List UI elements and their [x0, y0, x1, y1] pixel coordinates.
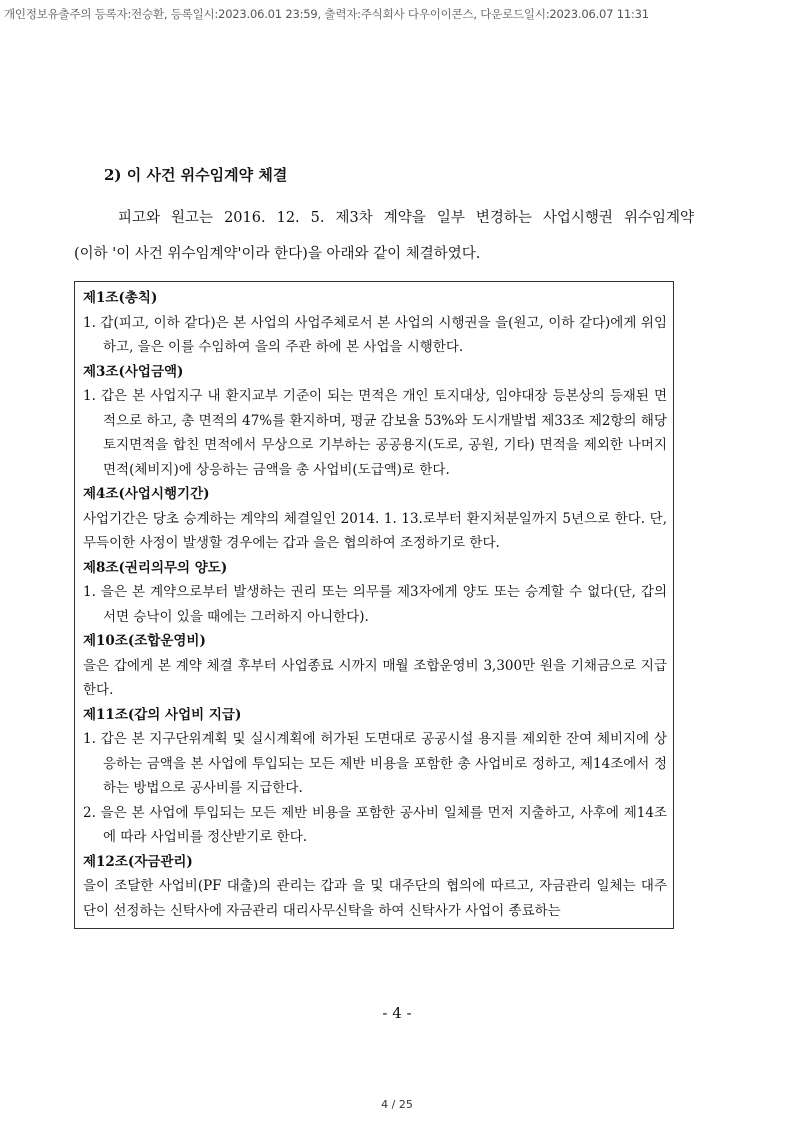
intro-paragraph — [74, 200, 694, 272]
article-title: 제8조(권리의무의 양도) — [83, 559, 228, 576]
article-paragraph: 을이 조달한 사업비(PF 대출)의 관리는 갑과 을 및 대주단의 협의에 따르고, 자금관리 일체는 대주단이 선정하는 신탁사에 자금관리 대리사무신탁을 하여 신탁사가 사업이 종료하는 — [83, 878, 667, 919]
article-paragraph: 1. 갑(피고, 이하 같다)은 본 사업의 사업주체로서 본 사업의 시행권을 을(원고, 이하 같다)에게 위임하고, 을은 이를 수임하여 을의 주관 하에 본 사업을 시행한다. — [83, 314, 667, 355]
article-title: 제12조(자금관리) — [83, 853, 193, 870]
article-title: 제3조(사업금액) — [83, 363, 184, 380]
page-number: - 4 - — [382, 1004, 412, 1022]
intro-line-1: 피고와 원고는 2016. 12. 5. 제3차 계약을 일부 변경하는 사업시행권 위수임계약 — [118, 210, 694, 226]
article-paragraph: 1. 을은 본 계약으로부터 발생하는 권리 또는 의무를 제3자에게 양도 또는 승계할 수 없다(단, 갑의 서면 승낙이 있을 때에는 그러하지 아니한다). — [83, 584, 667, 625]
article-paragraph: 사업기간은 당초 승계하는 계약의 체결일인 2014. 1. 13.로부터 환지처분일까지 5년으로 한다. 단, 무득이한 사정이 발생할 경우에는 갑과 을은 협의하여 조정하기로 한다. — [83, 510, 667, 551]
article-title: 제1조(총칙) — [83, 290, 158, 306]
article-title: 제10조(조합운영비) — [83, 633, 206, 649]
section-heading: 2) 이 사건 위수임계약 체결 — [104, 166, 288, 184]
article-paragraph: 1. 갑은 본 사업지구 내 환지교부 기준이 되는 면적은 개인 토지대상, 임야대장 등본상의 등재된 면적으로 하고, 총 면적의 47%를 환지하며, 평균 감보율 53%와 도시개발법 제33조 제2항의 해당 토지면적을 합친 면적에서 무상으로 기부하는 공공용지(도로, 공원, 기타) 면적을 제외한 나머지 면적(체비지)에 상응하는 금액을 총 사업비(도급액)로 한다. — [83, 388, 667, 478]
contract-clauses-box — [74, 281, 674, 929]
article-title: 제4조(사업시행기간) — [83, 486, 210, 502]
download-watermark-header: 개인정보유출주의 등록자:전승환, 등록일시:2023.06.01 23:59, 출력자:주식회사 다우이이콘스, 다운로드일시:2023.06.07 11:31 — [4, 7, 649, 21]
article-paragraph: 2. 을은 본 사업에 투입되는 모든 제반 비용을 포함한 공사비 일체를 먼저 지출하고, 사후에 제14조에 따라 사업비를 정산받기로 한다. — [83, 804, 667, 845]
article-title: 제11조(갑의 사업비 지급) — [83, 706, 242, 723]
intro-line-2: (이하 '이 사건 위수임계약'이라 한다)을 아래와 같이 체결하였다. — [74, 246, 481, 262]
article-paragraph: 을은 갑에게 본 계약 체결 후부터 사업종료 시까지 매월 조합운영비 3,300만 원을 기채금으로 지급한다. — [83, 657, 667, 698]
article-paragraph: 1. 갑은 본 지구단위계획 및 실시계획에 허가된 도면대로 공공시설 용지를 제외한 잔여 체비지에 상응하는 금액을 본 사업에 투입되는 모든 제반 비용을 포함한 총 사업비로 정하고, 제14조에서 정하는 방법으로 공사비를 지급한다. — [83, 731, 667, 796]
page-count: 4 / 25 — [381, 1098, 413, 1111]
